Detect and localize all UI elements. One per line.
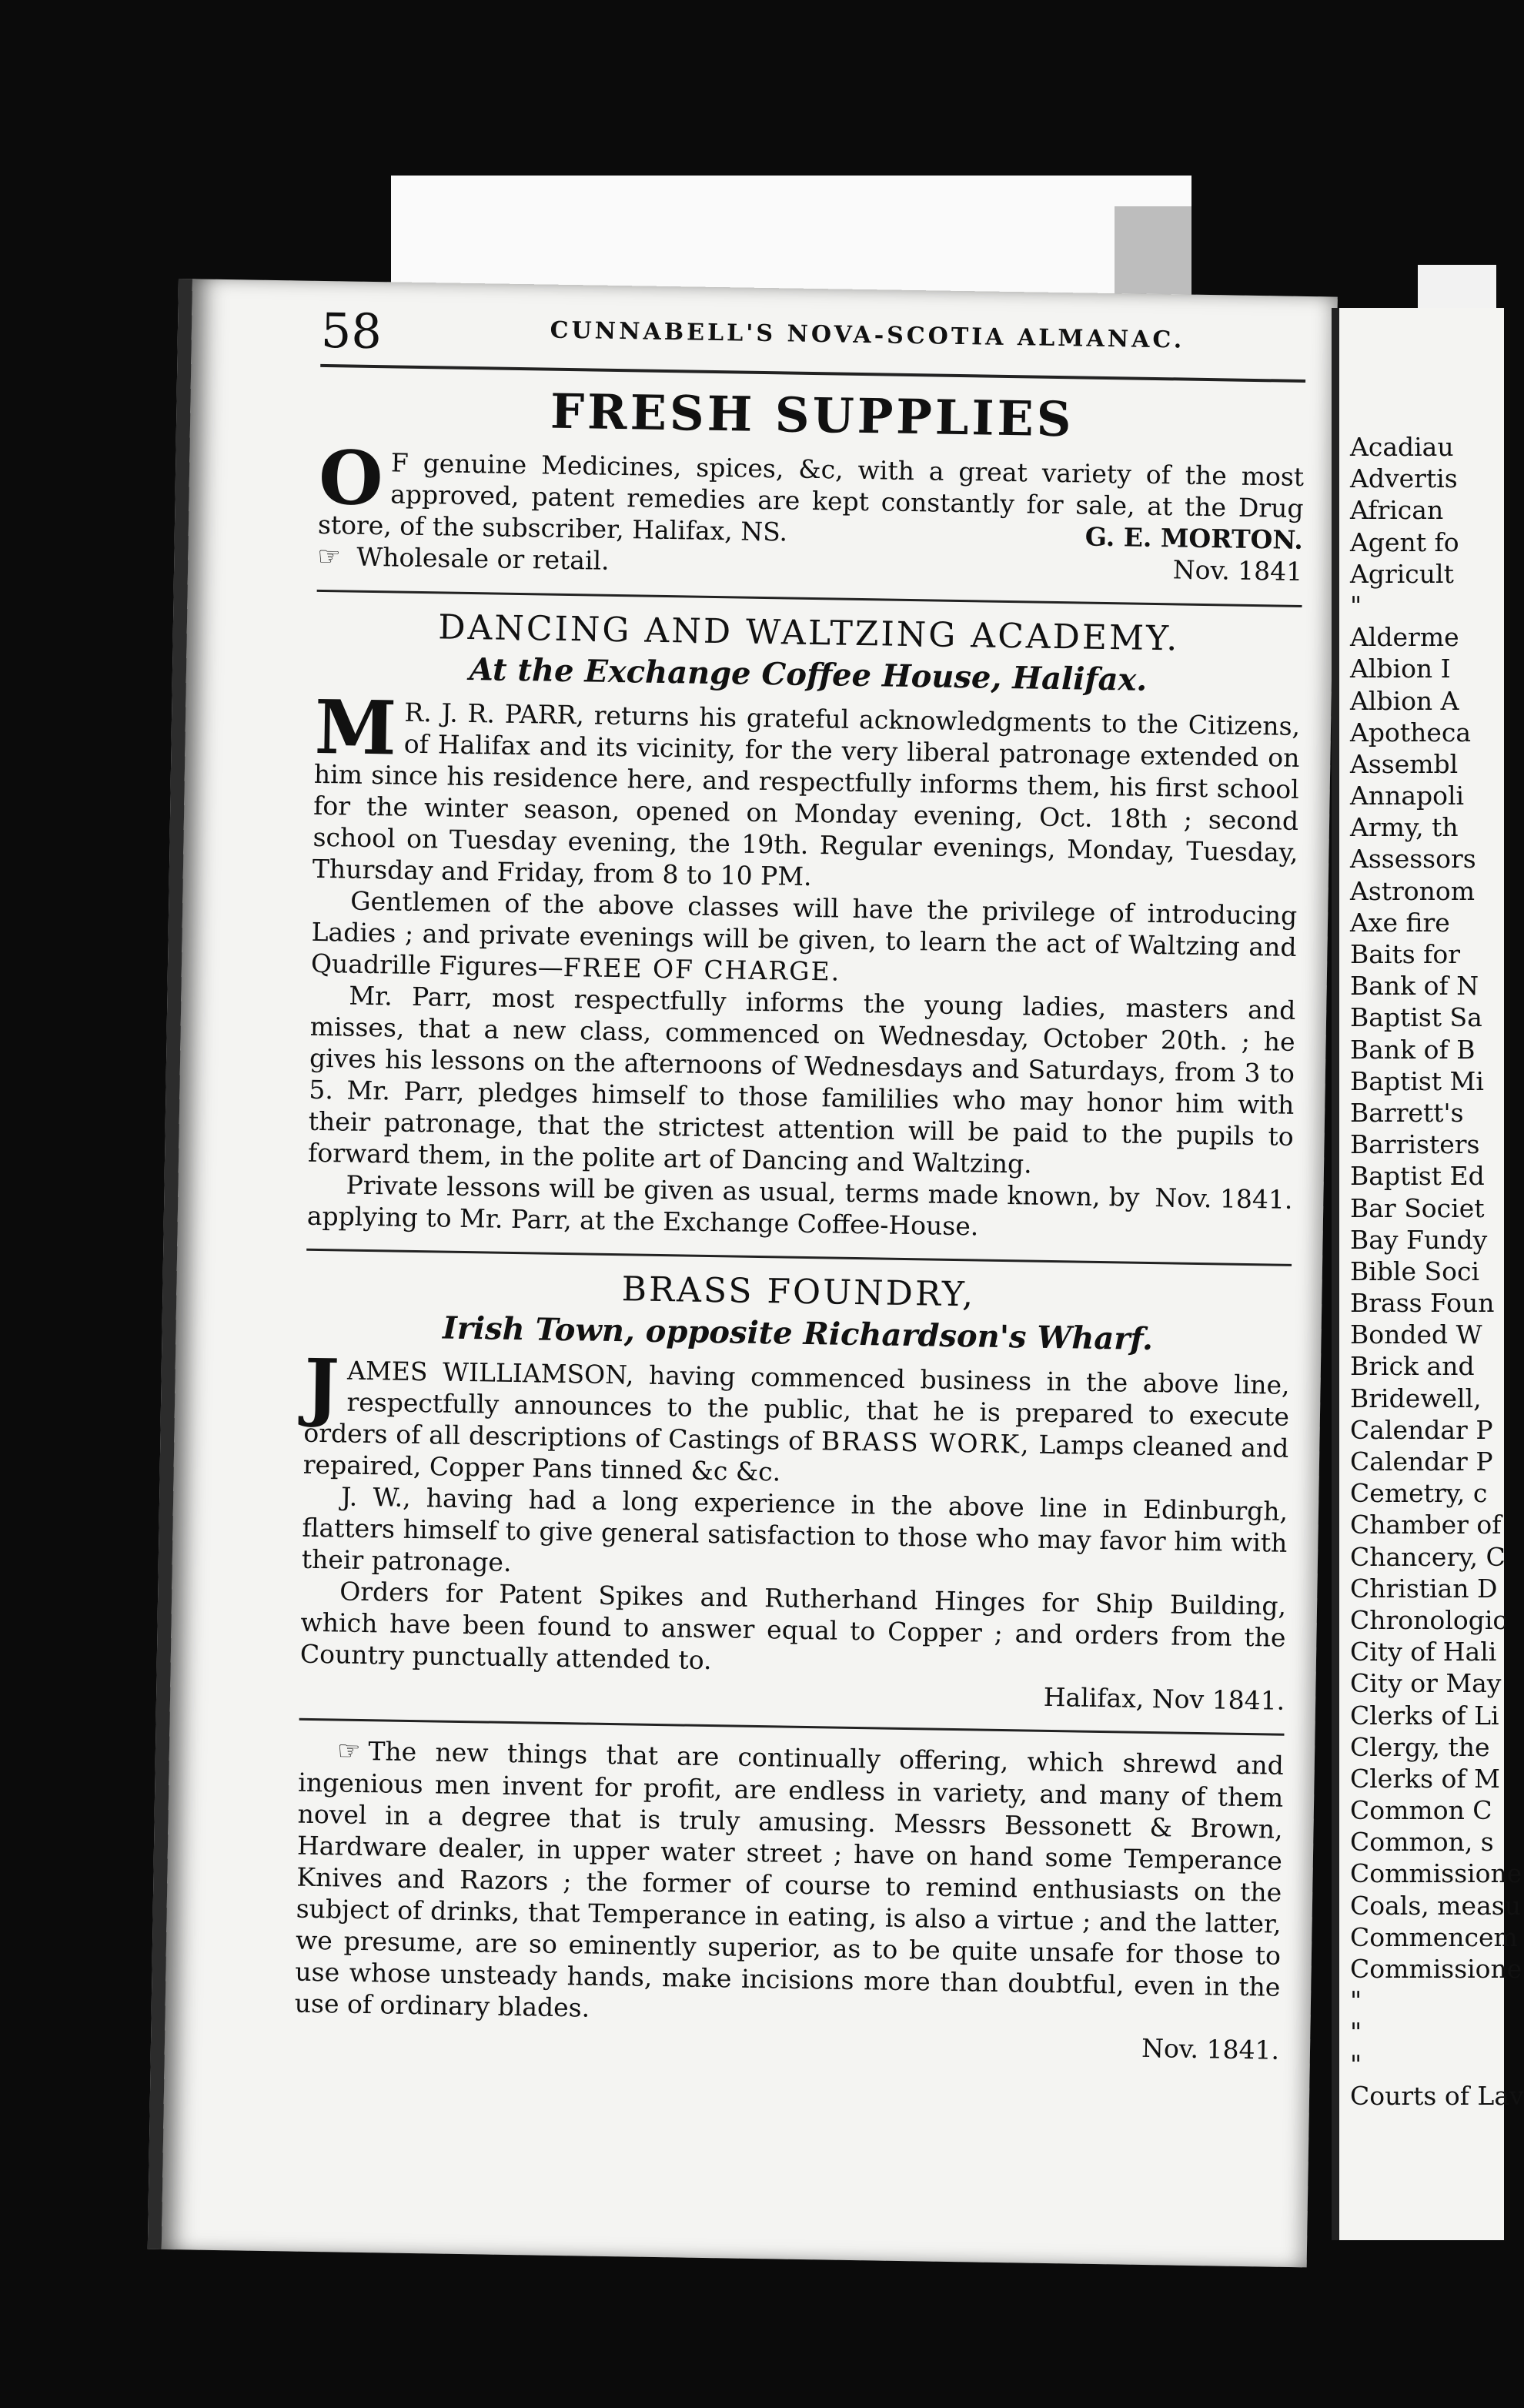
index-entry: Bank of N bbox=[1350, 971, 1479, 1002]
paper-slip-shadow bbox=[1115, 206, 1191, 305]
ad-paragraph: Private lessons will be given as usual, terms made known, by applying to Mr. Parr, at the Exchange Coffee-House. bbox=[306, 1169, 1140, 1242]
drop-cap: J bbox=[303, 1342, 340, 1430]
divider bbox=[306, 1249, 1292, 1266]
index-entry: Albion A bbox=[1350, 685, 1459, 716]
index-entry: " bbox=[1350, 2048, 1362, 2079]
ad-title: FRESH SUPPLIES bbox=[550, 383, 1075, 448]
index-entry: Bay Fundy bbox=[1350, 1224, 1488, 1255]
index-entry: Commissione bbox=[1350, 1954, 1522, 1984]
index-entry: Baptist Mi bbox=[1350, 1065, 1484, 1096]
divider bbox=[299, 1718, 1285, 1736]
ad-date: Halifax, Nov 1841. bbox=[1043, 1681, 1285, 1716]
ad-emphasis: BRASS WORK, bbox=[820, 1426, 1031, 1460]
index-entry: Barrett's bbox=[1350, 1097, 1464, 1128]
index-entry: Bridewell, bbox=[1350, 1383, 1482, 1413]
index-entry: City or May bbox=[1350, 1668, 1502, 1699]
pointing-hand-icon: ☞ bbox=[336, 1735, 361, 1767]
index-entry: Cemetry, c bbox=[1350, 1478, 1488, 1509]
ad-paragraph: AMES WILLIAMSON, having commenced business in the above line, respectfully announces to the public, that he is prepared to execute orders of all descriptions of Castings of bbox=[303, 1355, 1290, 1457]
index-list bbox=[1350, 431, 1524, 2112]
index-entry: Albion I bbox=[1350, 654, 1451, 684]
ad-paragraph: R. J. R. PARR, returns his grateful acknowledgments to the Citizens, of Halifax and its vicinity, for the very liberal patronage extended on him since his residence here, and respectfully informs them, his first school for the winter season, opened on Monday evening, Oct. 18th ; second school on Tuesday evening, the 19th. Regular evenings, Monday, Tuesday, Thursday and Friday, from 8 to 10 PM. bbox=[312, 697, 1301, 892]
index-entry: Barristers bbox=[1350, 1129, 1480, 1160]
index-entry: Assembl bbox=[1350, 748, 1459, 779]
index-entry: Assessors bbox=[1350, 844, 1476, 875]
index-entry: " bbox=[1350, 1985, 1362, 2016]
notice-date: Nov. 1841. bbox=[1141, 2032, 1280, 2065]
index-entry: Chancery, C bbox=[1350, 1541, 1506, 1572]
index-entry: Apotheca bbox=[1350, 717, 1472, 747]
ad-dancing-academy bbox=[307, 606, 1302, 1247]
page-content bbox=[294, 381, 1305, 2066]
drop-cap: M bbox=[313, 683, 398, 772]
index-entry: Bible Soci bbox=[1350, 1256, 1480, 1286]
page-number: 58 bbox=[320, 302, 383, 360]
index-entry: Coals, measu bbox=[1350, 1890, 1521, 1921]
ad-brass-foundry bbox=[299, 1265, 1292, 1717]
paper-slip-right bbox=[1418, 265, 1496, 311]
index-entry: Common, s bbox=[1350, 1827, 1494, 1858]
index-entry: Brick and bbox=[1350, 1351, 1475, 1382]
index-entry: Baptist Ed bbox=[1350, 1161, 1485, 1192]
index-entry: Annapoli bbox=[1350, 781, 1465, 811]
index-entry: Bar Societ bbox=[1350, 1192, 1485, 1223]
index-entry: Chamber of bbox=[1350, 1510, 1502, 1540]
ad-title: BRASS FOUNDRY, bbox=[621, 1269, 976, 1315]
index-entry: Calendar P bbox=[1350, 1446, 1493, 1477]
index-entry: Army, th bbox=[1350, 812, 1459, 843]
page-header bbox=[320, 303, 1306, 383]
index-entry: Agent fo bbox=[1350, 527, 1459, 557]
index-entry: Agricult bbox=[1350, 558, 1454, 589]
ad-paragraph: Lamps cleaned and repaired, Copper Pans tinned &c &c. bbox=[302, 1429, 1289, 1487]
ad-paragraph: Mr. Parr, most respectfully informs the young ladies, masters and misses, that a new class, commenced on Wednesday, October 20th. ; he gives his lessons on the afternoons of Wednesdays and Saturdays, from 3 to 5. Mr. Parr, pledges himself to those famililies who may honor him with their patronage, that the strictest attention will be paid to the pupils to forward them, in the polite art of Dancing and Waltzing. bbox=[307, 980, 1296, 1179]
index-entry: Courts of Lav bbox=[1350, 2080, 1524, 2111]
pointing-hand-icon: ☞ bbox=[317, 540, 342, 573]
index-entry: " bbox=[1350, 2017, 1362, 2048]
ad-footer: Wholesale or retail. bbox=[356, 541, 610, 576]
index-entry: Axe fire bbox=[1350, 907, 1450, 938]
divider bbox=[317, 590, 1302, 607]
index-entry: African bbox=[1350, 495, 1444, 526]
index-entry: Chronologic bbox=[1350, 1604, 1507, 1635]
index-entry: Bank of B bbox=[1350, 1034, 1476, 1065]
index-entry: Common C bbox=[1350, 1795, 1492, 1826]
ad-body: F genuine Medicines, spices, &c, with a great variety of the most approved, patent remedies are kept constantly for sale, at the Drug store, of the subscriber, Halifax, NS. bbox=[317, 447, 1305, 547]
index-entry: Brass Foun bbox=[1350, 1288, 1495, 1319]
index-entry: Clergy, the bbox=[1350, 1731, 1490, 1762]
index-entry: Clerks of M bbox=[1350, 1763, 1500, 1794]
index-entry: Clerks of Li bbox=[1350, 1700, 1499, 1731]
index-entry: Alderme bbox=[1350, 622, 1459, 653]
ad-date: Nov. 1841 bbox=[1172, 554, 1303, 587]
ad-fresh-supplies bbox=[317, 381, 1305, 588]
notice-body: The new things that are continually offering, which shrewd and ingenious men invent for profit, are endless in variety, and many of them novel in a degree that is truly amusing. Messrs Bessonett & Brown, Hardware dealer, in upper water street ; have on hand some Temperance Knives and Razors ; the former of course to remind enthusiasts on the subject of drinks, that Temperance in eating, is also a virtue ; and the latter, we presume, are so eminently superior, as to be quite unsafe for those to use whose unsteady hands, make incisions more than doubtful, even in the use of ordinary blades. bbox=[294, 1736, 1285, 2023]
ad-subtitle: At the Exchange Coffee House, Halifax. bbox=[469, 650, 1148, 698]
running-head: CUNNABELL'S NOVA-SCOTIA ALMANAC. bbox=[550, 316, 1185, 354]
drop-cap: O bbox=[318, 433, 384, 523]
ad-paragraph: Orders for Patent Spikes and Rutherhand Hinges for Ship Building, which have been found to answer equal to Copper ; and orders from the Country punctually attended to. bbox=[299, 1576, 1287, 1676]
index-entry: City of Hali bbox=[1350, 1637, 1497, 1667]
left-page bbox=[148, 279, 1338, 2267]
ad-paragraph: Gentlemen of the above classes will have the privilege of introducing Ladies ; and private evenings will be given, to learn the act of Waltzing and Quadrille Figures— bbox=[310, 885, 1298, 982]
ad-paragraph: J. W., having had a long experience in the above line in Edinburgh, flatters himself to give general satisfaction to those who may favor him with their patronage. bbox=[301, 1481, 1288, 1577]
ad-subtitle: Irish Town, opposite Richardson's Wharf. bbox=[442, 1309, 1154, 1358]
index-entry: Baits for bbox=[1350, 939, 1461, 969]
ad-signature: G. E. MORTON. bbox=[1085, 521, 1304, 555]
index-entry: Commissione bbox=[1350, 1858, 1522, 1889]
index-entry: Commencem bbox=[1350, 1921, 1518, 1952]
ad-date: Nov. 1841. bbox=[1155, 1182, 1293, 1215]
index-entry: Advertis bbox=[1350, 463, 1458, 494]
index-entry: Christian D bbox=[1350, 1573, 1498, 1604]
ad-title: DANCING AND WALTZING ACADEMY. bbox=[437, 607, 1180, 659]
index-entry: Calendar P bbox=[1350, 1414, 1493, 1445]
notice-temperance-knives bbox=[294, 1734, 1284, 2066]
right-page-index bbox=[1332, 308, 1524, 2240]
index-entry: " bbox=[1350, 590, 1362, 620]
index-entry: Baptist Sa bbox=[1350, 1002, 1482, 1033]
index-entry: Bonded W bbox=[1350, 1319, 1482, 1350]
index-entry: Astronom bbox=[1350, 875, 1476, 906]
index-entry: Acadiau bbox=[1350, 432, 1454, 462]
ad-emphasis: FREE OF CHARGE. bbox=[563, 951, 841, 987]
